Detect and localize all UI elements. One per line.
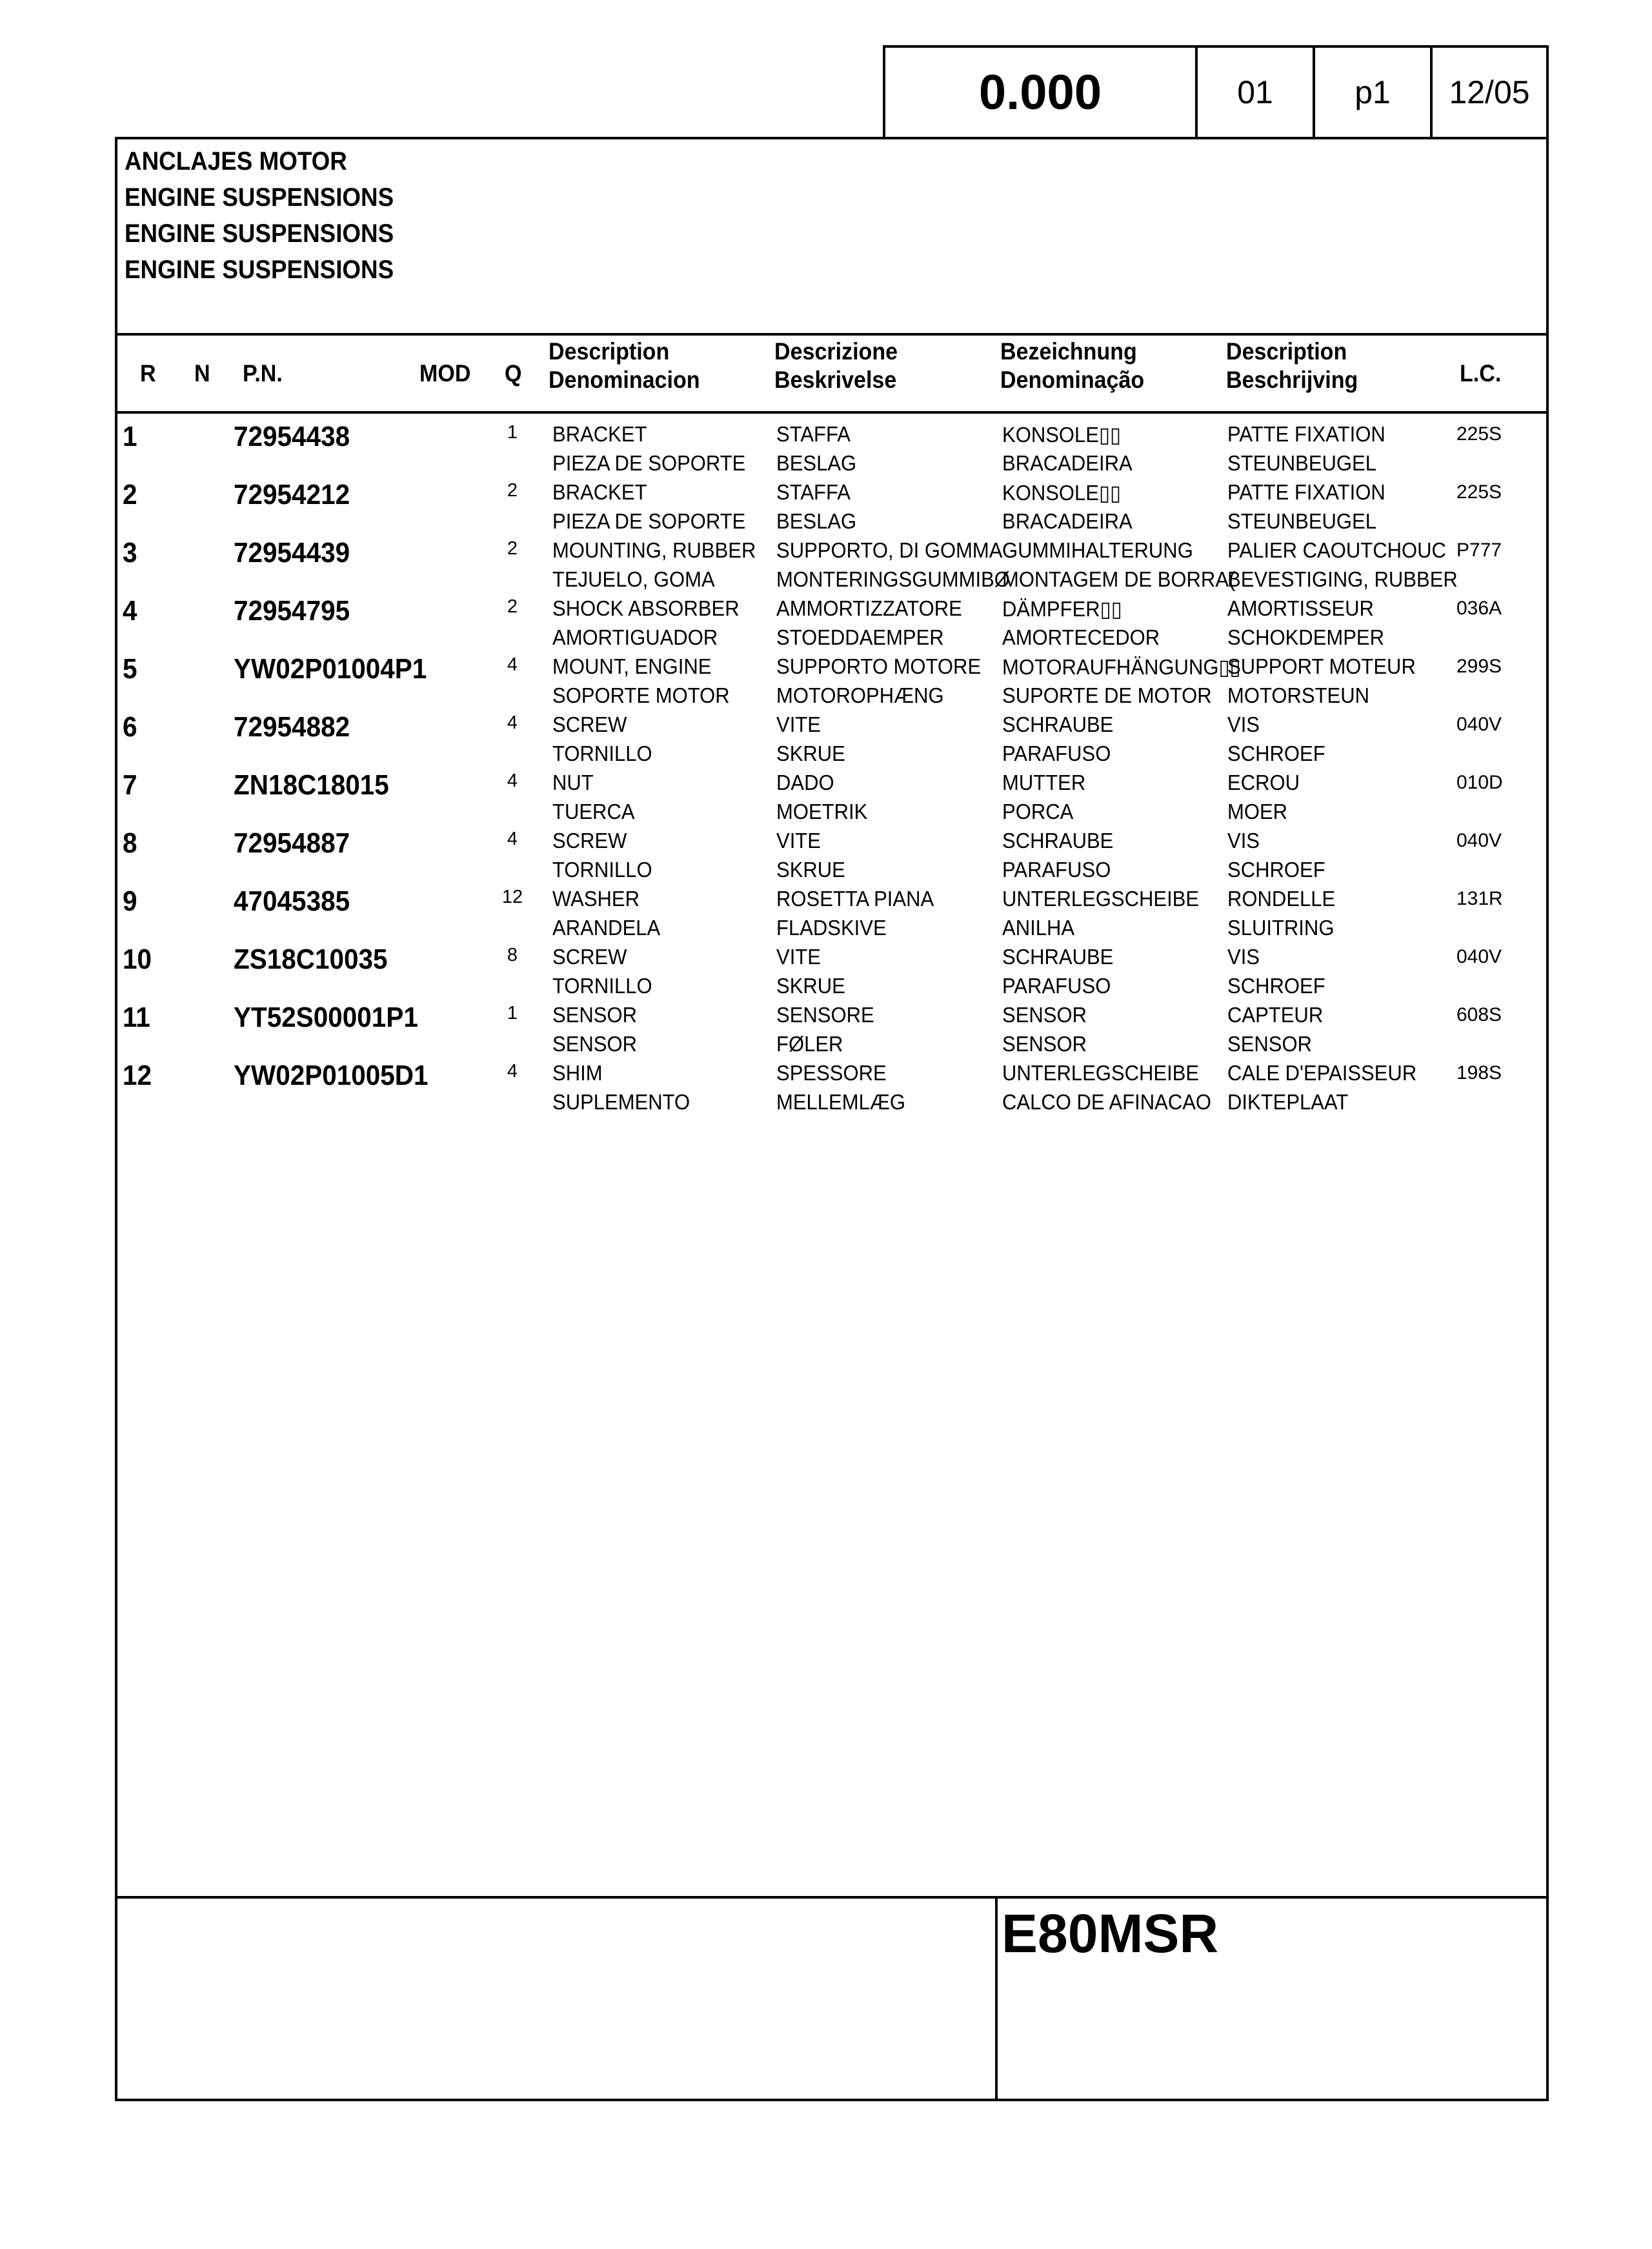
header-rule-bottom bbox=[115, 411, 1549, 414]
col-header-desc3-top: Bezeichnung bbox=[1000, 338, 1137, 365]
col-header-q: Q bbox=[505, 360, 522, 387]
description-d4a: RONDELLE bbox=[1227, 887, 1336, 911]
description-d1b: SOPORTE MOTOR bbox=[552, 683, 730, 707]
location-code: 299S bbox=[1456, 656, 1502, 677]
description-d3b: PARAFUSO bbox=[1002, 974, 1111, 998]
title-line-en-1: ENGINE SUSPENSIONS bbox=[125, 183, 394, 212]
quantity: 4 bbox=[507, 829, 518, 849]
description-d4b: BEVESTIGING, RUBBER bbox=[1227, 567, 1458, 591]
section-title bbox=[125, 143, 417, 288]
description-d2b: MOETRIK bbox=[776, 800, 868, 823]
description-d4b: SCHROEF bbox=[1227, 858, 1325, 882]
sheet-number: 01 bbox=[1195, 45, 1315, 139]
description-d1b: TORNILLO bbox=[552, 974, 652, 998]
location-code: 198S bbox=[1456, 1062, 1502, 1084]
col-header-desc2-top: Descrizione bbox=[774, 338, 898, 365]
footer-divider bbox=[995, 1896, 998, 2101]
location-code: 036A bbox=[1456, 598, 1502, 619]
description-d1a: SHIM bbox=[552, 1061, 603, 1085]
page-number: p1 bbox=[1313, 45, 1433, 139]
row-number: 6 bbox=[123, 711, 137, 743]
description-d1a: NUT bbox=[552, 771, 594, 794]
col-header-desc3-bottom: Denominação bbox=[1000, 367, 1145, 393]
description-d4b: MOER bbox=[1227, 800, 1288, 823]
description-d4b: STEUNBEUGEL bbox=[1227, 509, 1376, 533]
description-d4a: VIS bbox=[1227, 945, 1260, 969]
description-d3b: SENSOR bbox=[1002, 1032, 1087, 1056]
description-d3a: GUMMIHALTERUNG bbox=[1002, 538, 1193, 562]
quantity: 4 bbox=[507, 712, 518, 733]
row-number: 10 bbox=[123, 943, 152, 975]
row-number: 12 bbox=[123, 1060, 152, 1091]
description-d1a: BRACKET bbox=[552, 480, 647, 504]
col-header-desc1-top: Description bbox=[549, 338, 670, 365]
description-d2a: SPESSORE bbox=[776, 1061, 887, 1085]
description-d1b: TEJUELO, GOMA bbox=[552, 567, 715, 591]
description-d2a: ROSETTA PIANA bbox=[776, 887, 934, 911]
description-d2b: MONTERINGSGUMMIBØ bbox=[776, 567, 1010, 591]
description-d3b: PORCA bbox=[1002, 800, 1074, 823]
description-d4a: CALE D'EPAISSEUR bbox=[1227, 1061, 1417, 1085]
title-line-es: ANCLAJES MOTOR bbox=[125, 147, 347, 176]
row-number: 8 bbox=[123, 827, 137, 859]
description-d4a: PATTE FIXATION bbox=[1227, 480, 1385, 504]
description-d3b: BRACADEIRA bbox=[1002, 509, 1133, 533]
location-code: 040V bbox=[1456, 714, 1502, 735]
description-d3b: PARAFUSO bbox=[1002, 741, 1111, 765]
description-d1b: SENSOR bbox=[552, 1032, 638, 1056]
col-header-lc: L.C. bbox=[1460, 360, 1502, 387]
description-d1b: TORNILLO bbox=[552, 858, 652, 882]
description-d2b: SKRUE bbox=[776, 741, 845, 765]
description-d1a: SHOCK ABSORBER bbox=[552, 596, 740, 620]
table-row bbox=[117, 767, 1542, 825]
table-row bbox=[117, 825, 1542, 883]
description-d1b: PIEZA DE SOPORTE bbox=[552, 451, 746, 475]
description-d2a: SUPPORTO, DI GOMMA bbox=[776, 538, 1003, 562]
quantity: 1 bbox=[507, 1003, 518, 1024]
description-d4b: STEUNBEUGEL bbox=[1227, 451, 1376, 475]
table-row bbox=[117, 941, 1542, 999]
row-number: 11 bbox=[123, 1002, 150, 1033]
description-d1b: PIEZA DE SOPORTE bbox=[552, 509, 746, 533]
col-header-mod: MOD bbox=[419, 360, 471, 387]
part-number: 47045385 bbox=[234, 885, 350, 917]
description-d2a: SUPPORTO MOTORE bbox=[776, 654, 982, 678]
description-d3b: MONTAGEM DE BORRA( bbox=[1002, 567, 1236, 591]
description-d4b: SCHOKDEMPER bbox=[1227, 625, 1385, 649]
location-code: 040V bbox=[1456, 946, 1502, 967]
quantity: 4 bbox=[507, 654, 518, 675]
quantity: 1 bbox=[507, 422, 518, 443]
description-d4a: VIS bbox=[1227, 829, 1260, 852]
description-d4a: VIS bbox=[1227, 712, 1260, 736]
description-d2a: VITE bbox=[776, 829, 821, 852]
description-d1a: SCREW bbox=[552, 829, 627, 852]
description-d3a: UNTERLEGSCHEIBE bbox=[1002, 1061, 1200, 1085]
footer-rule bbox=[115, 1896, 1549, 1899]
col-header-desc2-bottom: Beskrivelse bbox=[774, 367, 897, 393]
description-d2b: BESLAG bbox=[776, 451, 857, 475]
description-d4b: SLUITRING bbox=[1227, 916, 1335, 940]
description-d1b: TORNILLO bbox=[552, 741, 652, 765]
table-row bbox=[117, 592, 1542, 650]
description-d1a: WASHER bbox=[552, 887, 640, 911]
part-number: YT52S00001P1 bbox=[234, 1002, 418, 1033]
description-d2b: MELLEMLÆG bbox=[776, 1090, 905, 1114]
description-d2a: STAFFA bbox=[776, 480, 851, 504]
description-d2a: SENSORE bbox=[776, 1003, 874, 1027]
location-code: 225S bbox=[1456, 423, 1502, 445]
part-number: ZN18C18015 bbox=[234, 769, 389, 801]
model-code: E80MSR bbox=[1002, 1903, 1219, 1964]
description-d4a: ECROU bbox=[1227, 771, 1300, 794]
table-row bbox=[117, 534, 1542, 592]
description-d2b: STOEDDAEMPER bbox=[776, 625, 944, 649]
description-d3a: SCHRAUBE bbox=[1002, 712, 1114, 736]
col-header-pn: P.N. bbox=[243, 360, 283, 387]
part-number: YW02P01004P1 bbox=[234, 653, 427, 685]
row-number: 9 bbox=[123, 885, 137, 917]
row-number: 2 bbox=[123, 479, 137, 510]
description-d1b: ARANDELA bbox=[552, 916, 661, 940]
header-rule-top bbox=[115, 333, 1549, 336]
description-d4b: SCHROEF bbox=[1227, 741, 1325, 765]
col-header-r: R bbox=[140, 360, 156, 387]
quantity: 12 bbox=[501, 887, 523, 907]
description-d3a: UNTERLEGSCHEIBE bbox=[1002, 887, 1200, 911]
description-d4b: SENSOR bbox=[1227, 1032, 1313, 1056]
col-header-desc4-bottom: Beschrijving bbox=[1226, 367, 1358, 393]
description-d2b: FØLER bbox=[776, 1032, 843, 1056]
description-d4a: PALIER CAOUTCHOUC bbox=[1227, 538, 1446, 562]
description-d2b: FLADSKIVE bbox=[776, 916, 887, 940]
revision-date: 12/05 bbox=[1430, 45, 1549, 139]
row-number: 5 bbox=[123, 653, 137, 685]
col-header-desc4-top: Description bbox=[1226, 338, 1347, 365]
description-d3b: PARAFUSO bbox=[1002, 858, 1111, 882]
description-d2b: SKRUE bbox=[776, 858, 845, 882]
part-number: 72954795 bbox=[234, 595, 350, 627]
description-d3a: MUTTER bbox=[1002, 771, 1086, 794]
table-row bbox=[117, 709, 1542, 767]
table-row bbox=[117, 999, 1542, 1057]
description-d4b: DIKTEPLAAT bbox=[1227, 1090, 1349, 1114]
description-d1a: SENSOR bbox=[552, 1003, 638, 1027]
title-line-en-2: ENGINE SUSPENSIONS bbox=[125, 219, 394, 248]
row-number: 4 bbox=[123, 595, 137, 627]
quantity: 2 bbox=[507, 480, 518, 501]
location-code: 225S bbox=[1456, 481, 1502, 503]
description-d3b: BRACADEIRA bbox=[1002, 451, 1133, 475]
description-d3a: MOTORAUFHÄNGUNG▯▯ bbox=[1002, 655, 1241, 679]
description-d4b: SCHROEF bbox=[1227, 974, 1325, 998]
description-d2b: SKRUE bbox=[776, 974, 845, 998]
description-d2b: BESLAG bbox=[776, 509, 857, 533]
part-number: 72954882 bbox=[234, 711, 350, 743]
description-d3a: KONSOLE▯▯ bbox=[1002, 423, 1122, 447]
part-number: YW02P01005D1 bbox=[234, 1060, 428, 1091]
description-d4a: CAPTEUR bbox=[1227, 1003, 1324, 1027]
description-d2a: STAFFA bbox=[776, 422, 851, 446]
title-line-en-3: ENGINE SUSPENSIONS bbox=[125, 256, 394, 284]
part-number: 72954438 bbox=[234, 421, 350, 452]
row-number: 3 bbox=[123, 537, 137, 569]
description-d4a: AMORTISSEUR bbox=[1227, 596, 1374, 620]
col-header-n: N bbox=[194, 360, 210, 387]
table-row bbox=[117, 1057, 1542, 1115]
quantity: 4 bbox=[507, 771, 518, 791]
description-d3a: DÄMPFER▯▯ bbox=[1002, 597, 1122, 621]
description-d4a: SUPPORT MOTEUR bbox=[1227, 654, 1416, 678]
description-d3a: SCHRAUBE bbox=[1002, 945, 1114, 969]
quantity: 8 bbox=[507, 945, 518, 965]
quantity: 2 bbox=[507, 538, 518, 559]
description-d1b: TUERCA bbox=[552, 800, 635, 823]
description-d3b: SUPORTE DE MOTOR bbox=[1002, 683, 1212, 707]
description-d1a: MOUNTING, RUBBER bbox=[552, 538, 756, 562]
description-d1a: MOUNT, ENGINE bbox=[552, 654, 712, 678]
description-d2a: VITE bbox=[776, 712, 821, 736]
description-d2b: MOTOROPHÆNG bbox=[776, 683, 944, 707]
location-code: 608S bbox=[1456, 1004, 1502, 1025]
description-d4a: PATTE FIXATION bbox=[1227, 422, 1385, 446]
row-number: 1 bbox=[123, 421, 137, 452]
description-d2a: DADO bbox=[776, 771, 834, 794]
location-code: 131R bbox=[1456, 888, 1503, 909]
part-number: ZS18C10035 bbox=[234, 943, 388, 975]
table-row bbox=[117, 883, 1542, 941]
quantity: 2 bbox=[507, 596, 518, 617]
description-d1a: BRACKET bbox=[552, 422, 647, 446]
part-number: 72954887 bbox=[234, 827, 350, 859]
description-d1a: SCREW bbox=[552, 712, 627, 736]
description-d1b: SUPLEMENTO bbox=[552, 1090, 690, 1114]
row-number: 7 bbox=[123, 769, 137, 801]
description-d1b: AMORTIGUADOR bbox=[552, 625, 718, 649]
description-d1a: SCREW bbox=[552, 945, 627, 969]
col-header-desc1-bottom: Denominacion bbox=[549, 367, 700, 393]
part-number: 72954439 bbox=[234, 537, 350, 569]
description-d3a: KONSOLE▯▯ bbox=[1002, 481, 1122, 505]
description-d4b: MOTORSTEUN bbox=[1227, 683, 1370, 707]
table-row bbox=[117, 476, 1542, 534]
description-d3b: AMORTECEDOR bbox=[1002, 625, 1160, 649]
location-code: 010D bbox=[1456, 772, 1503, 793]
description-d3a: SENSOR bbox=[1002, 1003, 1087, 1027]
table-row bbox=[117, 650, 1542, 709]
part-number: 72954212 bbox=[234, 479, 350, 510]
description-d2a: VITE bbox=[776, 945, 821, 969]
description-d3b: CALCO DE AFINACAO bbox=[1002, 1090, 1212, 1114]
description-d3a: SCHRAUBE bbox=[1002, 829, 1114, 852]
description-d2a: AMMORTIZZATORE bbox=[776, 596, 962, 620]
location-code: P777 bbox=[1456, 540, 1502, 561]
location-code: 040V bbox=[1456, 830, 1502, 851]
table-row bbox=[117, 418, 1542, 476]
description-d3b: ANILHA bbox=[1002, 916, 1075, 940]
section-code: 0.000 bbox=[883, 45, 1198, 139]
quantity: 4 bbox=[507, 1061, 518, 1082]
